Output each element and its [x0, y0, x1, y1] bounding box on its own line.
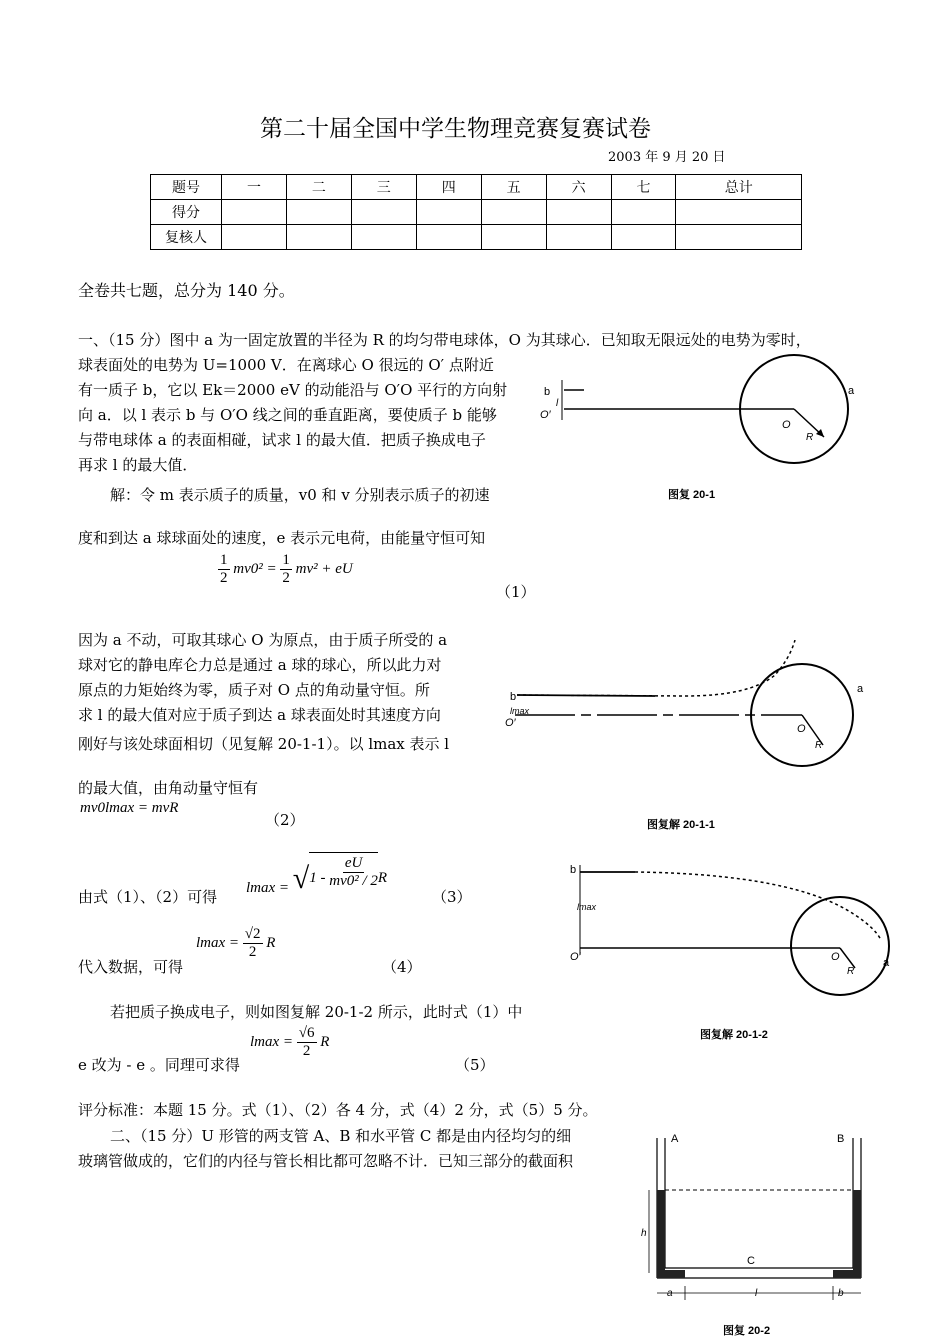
- figure-label: C: [747, 1255, 755, 1267]
- q1-line: 与带电球体 a 的表面相碰，试求 l 的最大值．把质子换成电子: [78, 431, 486, 449]
- figure-label: lmax: [510, 706, 530, 716]
- figure-label: b: [570, 864, 577, 876]
- q2-line: 二、（15 分）U 形管的两支管 A、B 和水平管 C 都是由内径均匀的细: [110, 1127, 572, 1145]
- figure-caption: 图复 20-1: [668, 489, 716, 501]
- solution-line: 若把质子换成电子，则如图复解 20-1-2 所示，此时式（1）中: [110, 1003, 523, 1021]
- solution-line: 代入数据，可得: [78, 958, 184, 976]
- figure-label: l: [556, 398, 559, 409]
- figure-label: b: [838, 1288, 844, 1299]
- figure-label: B: [837, 1133, 845, 1145]
- q1-line: 向 a．以 l 表示 b 与 O′O 线之间的垂直距离，要使质子 b 能够: [78, 406, 497, 424]
- table-row: [151, 225, 802, 250]
- solution-line: 刚好与该处球面相切（见复解 20-1-1）。以 lmax 表示 l: [78, 735, 450, 753]
- equation-number: （1）: [496, 583, 536, 601]
- intro-text: 全卷共七题，总分为 140 分。: [78, 281, 295, 300]
- equation-number: （5）: [455, 1056, 495, 1074]
- figure-label: l: [755, 1288, 758, 1299]
- table-row: [151, 175, 802, 200]
- table-cell: 六: [546, 175, 611, 200]
- grading-text: 评分标准：本题 15 分。式（1）、（2）各 4 分，式（4）2 分，式（5）5 分。: [78, 1101, 598, 1119]
- figure-caption: 图复解 20-1-2: [700, 1029, 768, 1041]
- table-cell: 总计: [676, 175, 802, 200]
- equation-5: lmax = $\frac{√6}{2}$ R: [250, 1025, 330, 1059]
- q1-line: 一、（15 分）图中 a 为一固定放置的半径为 R 的均匀带电球体，O 为其球心．已知取无限远处的电势为零时，: [78, 331, 811, 349]
- q1-line: 有一质子 b，它以 Ek＝2000 eV 的动能沿与 O′O 平行的方向射: [78, 381, 508, 399]
- page-title: 第二十届全国中学生物理竞赛复赛试卷: [260, 116, 651, 142]
- figure-label: b: [544, 386, 551, 398]
- figure-20-1-2: [565, 860, 895, 1045]
- equation-2: mv0lmax = mvR: [80, 800, 179, 816]
- table-cell: 得分: [151, 200, 222, 225]
- figure-label: a: [667, 1288, 673, 1299]
- table-cell: 题号: [151, 175, 222, 200]
- figure-label: a: [857, 683, 864, 695]
- solution-line: 原点的力矩始终为零，质子对 O 点的角动量守恒。所: [78, 681, 430, 699]
- figure-label: O′: [570, 951, 581, 963]
- table-cell: 复核人: [151, 225, 222, 250]
- figure-label: a: [883, 957, 890, 969]
- figure-label: R: [847, 966, 855, 977]
- figure-20-2: [635, 1128, 890, 1340]
- solution-line: 解：令 m 表示质子的质量，v0 和 v 分别表示质子的初速: [110, 486, 490, 504]
- figure-label: R: [806, 432, 814, 443]
- figure-20-1: [538, 352, 868, 504]
- solution-line: 的最大值，由角动量守恒有: [78, 779, 259, 797]
- figure-label: O: [831, 951, 840, 963]
- equation-4: lmax = $\frac{√2}{2}$ R: [196, 926, 276, 960]
- q1-line: 球表面处的电势为 U=1000 V．在离球心 O 很远的 O′ 点附近: [78, 356, 494, 374]
- figure-caption: 图复解 20-1-1: [647, 819, 715, 831]
- figure-label: A: [671, 1133, 679, 1145]
- figure-label: R: [815, 740, 823, 751]
- figure-label: O′: [540, 409, 551, 421]
- figure-caption: 图复 20-2: [723, 1325, 771, 1337]
- figure-20-1-1: [505, 640, 880, 835]
- equation-1: $\frac{1}{2}$ mv0² = $\frac{1}{2}$ mv² + eU: [220, 552, 353, 586]
- solution-line: 由式（1）、（2）可得: [78, 888, 218, 906]
- exam-date: 2003 年 9 月 20 日: [608, 150, 726, 165]
- table-cell: 七: [611, 175, 676, 200]
- table-cell: 二: [286, 175, 351, 200]
- table-cell: 一: [222, 175, 287, 200]
- table-cell: 五: [481, 175, 546, 200]
- equation-3: lmax = √1 - $\frac{eU}{\text{mv0² / 2}}$ R: [246, 850, 387, 890]
- figure-label: b: [510, 691, 517, 703]
- solution-line: 因为 a 不动，可取其球心 O 为原点，由于质子所受的 a: [78, 631, 448, 649]
- solution-line: 度和到达 a 球球面处的速度，e 表示元电荷，由能量守恒可知: [78, 529, 486, 547]
- equation-number: （3）: [432, 888, 472, 906]
- q2-line: 玻璃管做成的，它们的内径与管长相比都可忽略不计．已知三部分的截面积: [78, 1152, 574, 1170]
- figure-label: O: [797, 723, 806, 735]
- solution-line: e 改为 - e 。同理可求得: [78, 1056, 240, 1074]
- solution-line: 球对它的静电库仑力总是通过 a 球的球心，所以此力对: [78, 656, 442, 674]
- figure-label: O: [782, 419, 791, 431]
- table-cell: 三: [351, 175, 416, 200]
- solution-line: 求 l 的最大值对应于质子到达 a 球表面处时其速度方向: [78, 706, 441, 724]
- table-cell: 四: [416, 175, 481, 200]
- figure-label: O′: [505, 717, 516, 729]
- figure-label: h: [641, 1228, 647, 1239]
- equation-number: （2）: [265, 811, 305, 829]
- figure-label: lmax: [577, 902, 597, 912]
- figure-label: a: [848, 385, 855, 397]
- q1-line: 再求 l 的最大值．: [78, 456, 198, 474]
- equation-number: （4）: [382, 958, 422, 976]
- table-row: [151, 200, 802, 225]
- score-table: [150, 174, 802, 250]
